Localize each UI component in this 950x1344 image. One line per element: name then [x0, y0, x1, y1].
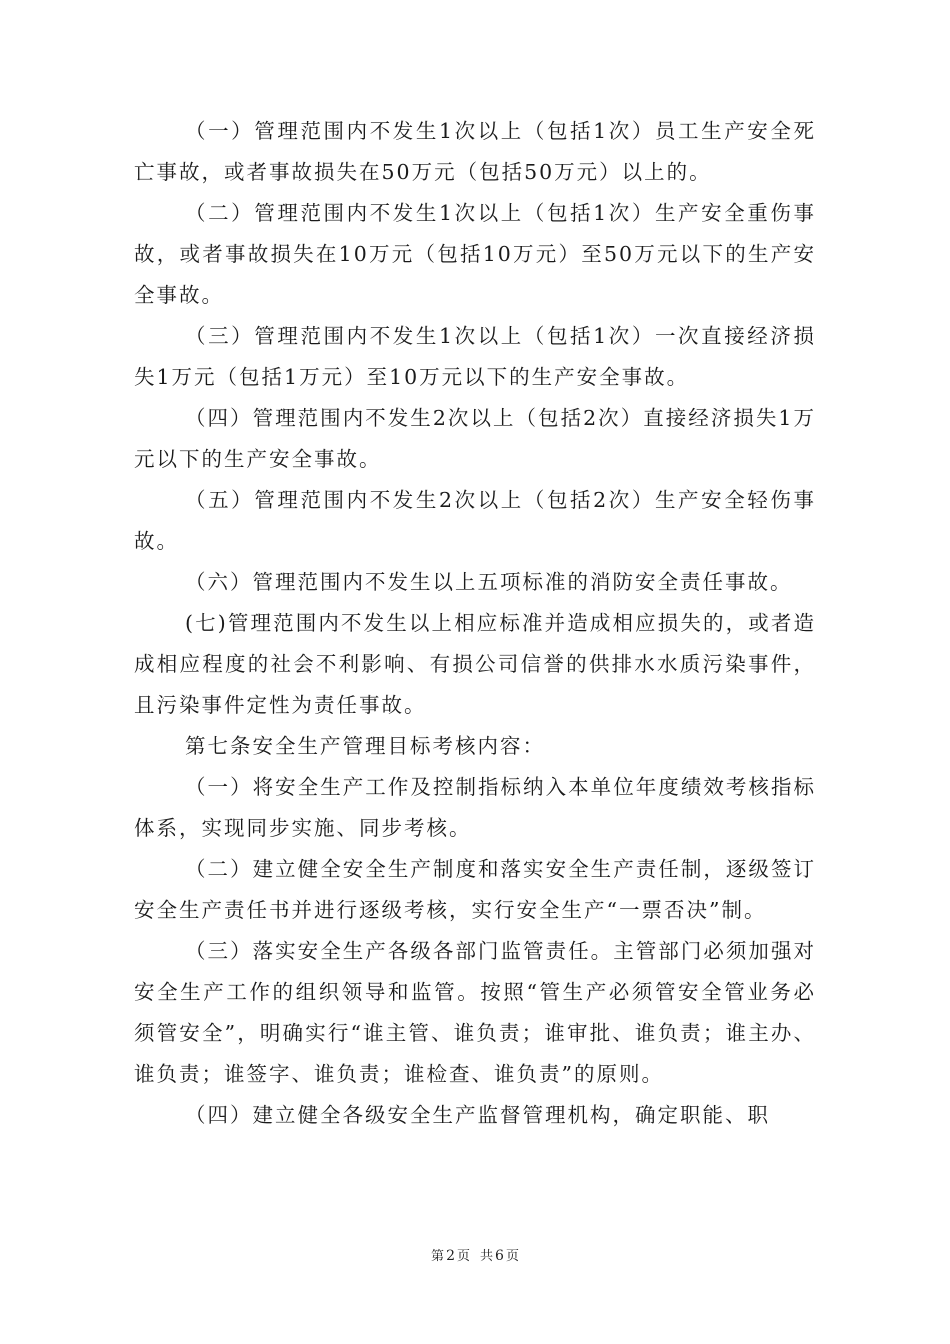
paragraph-11: （三）落实安全生产各级各部门监管责任。主管部门必须加强对安全生产工作的组织领导和监管。按照“管生产必须管安全管业务必须管安全”，明确实行“谁主管、谁负责；谁审批、谁负责；谁主办、谁负责；谁签字、谁负责；谁检查、谁负责”的原则。: [134, 939, 816, 1086]
footer-total-suffix: 页: [505, 1249, 519, 1264]
footer-page-number: 2: [446, 1248, 455, 1264]
paragraph-4: （四）管理范围内不发生2次以上（包括2次）直接经济损失1万元以下的生产安全事故。: [134, 406, 816, 471]
paragraph-1: （一）管理范围内不发生1次以上（包括1次）员工生产安全死亡事故，或者事故损失在50万元（包括50万元）以上的。: [134, 119, 816, 184]
footer-page-prefix: 第: [431, 1249, 445, 1264]
paragraph-2: （二）管理范围内不发生1次以上（包括1次）生产安全重伤事故，或者事故损失在10万元（包括10万元）至50万元以下的生产安全事故。: [134, 201, 816, 307]
footer-total-prefix: 共: [480, 1249, 494, 1264]
document-body: [134, 111, 816, 1136]
page-footer: [0, 1246, 950, 1267]
paragraph-7: (七)管理范围内不发生以上相应标准并造成相应损失的，或者造成相应程度的社会不利影响、有损公司信誉的供排水水质污染事件，且污染事件定性为责任事故。: [134, 611, 816, 717]
paragraph-12: （四）建立健全各级安全生产监督管理机构，确定职能、职: [185, 1103, 770, 1127]
footer-total-pages: 6: [495, 1248, 504, 1264]
section-heading-article-7: 第七条安全生产管理目标考核内容：: [185, 734, 545, 758]
paragraph-3: （三）管理范围内不发生1次以上（包括1次）一次直接经济损失1万元（包括1万元）至10万元以下的生产安全事故。: [134, 324, 816, 389]
paragraph-10: （二）建立健全安全生产制度和落实安全生产责任制，逐级签订安全生产责任书并进行逐级考核，实行安全生产“一票否决”制。: [134, 857, 816, 922]
paragraph-6: （六）管理范围内不发生以上五项标准的消防安全责任事故。: [185, 570, 793, 594]
paragraph-5: （五）管理范围内不发生2次以上（包括2次）生产安全轻伤事故。: [134, 488, 816, 553]
footer-page-mid: 页: [456, 1249, 470, 1264]
paragraph-9: （一）将安全生产工作及控制指标纳入本单位年度绩效考核指标体系，实现同步实施、同步考核。: [134, 775, 816, 840]
